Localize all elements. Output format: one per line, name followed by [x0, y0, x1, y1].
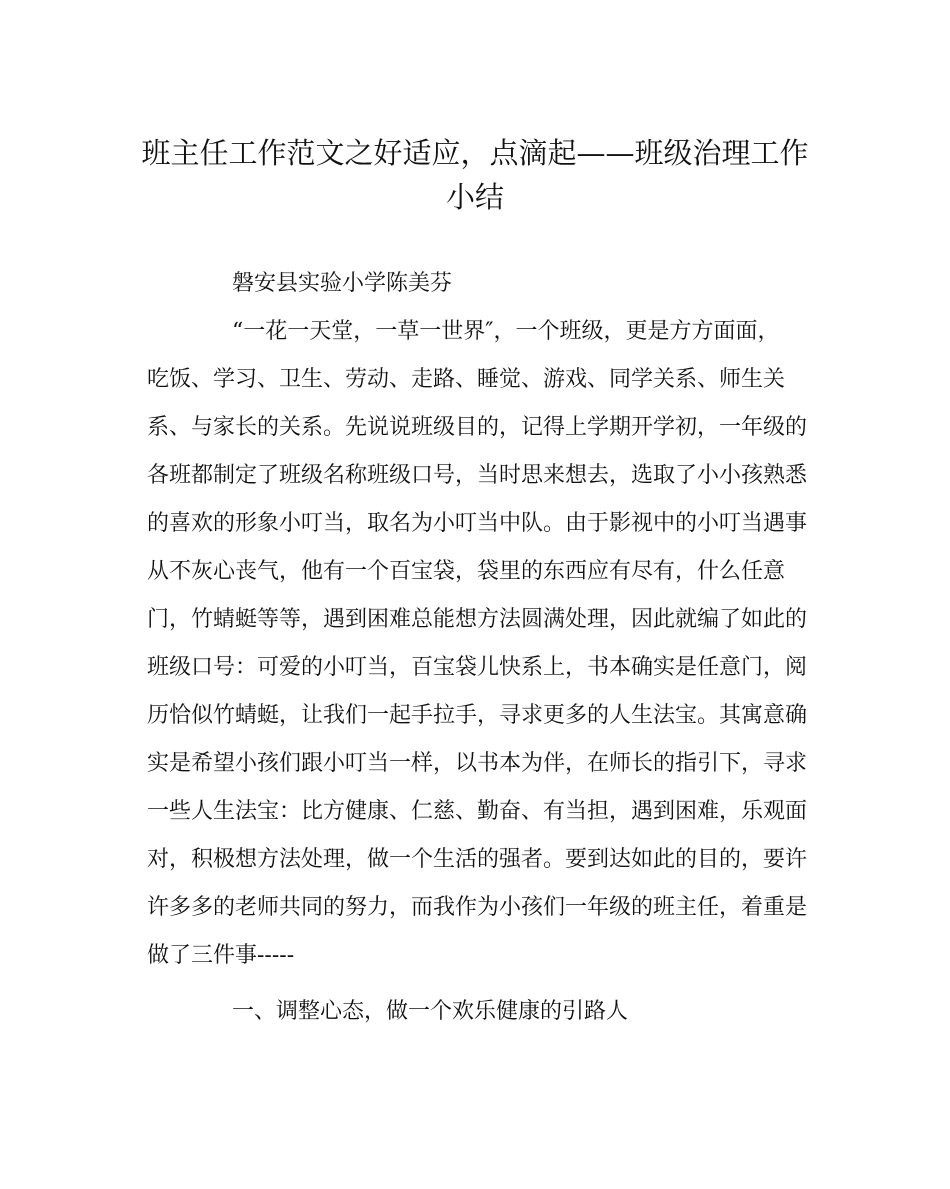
- body-line: 一些人生法宝：比方健康、仁慈、勤奋、有当担，遇到困难，乐观面: [147, 799, 808, 824]
- body-line: 做了三件事-----: [147, 943, 295, 968]
- body-line: 历恰似竹蜻蜓，让我们一起手拉手，寻求更多的人生法宝。其寓意确: [147, 703, 808, 728]
- body-line: 门，竹蜻蜓等等，遇到困难总能想方法圆满处理，因此就编了如此的: [147, 607, 808, 632]
- body-line: 吃饭、学习、卫生、劳动、走路、睡觉、游戏、同学关系、师生关: [147, 367, 786, 392]
- body-line: 班级口号：可爱的小叮当，百宝袋儿快系上，书本确实是任意门，阅: [147, 655, 808, 680]
- document-title-line-2: 小结: [445, 180, 504, 214]
- section-heading: 一、调整心态，做一个欢乐健康的引路人: [232, 999, 629, 1024]
- document-title-line-1: 班主任工作范文之好适应，点滴起——班级治理工作: [141, 136, 809, 170]
- body-line: “一花一天堂，一草一世界″，一个班级，更是方方面面，: [232, 319, 780, 344]
- author-line: 磐安县实验小学陈美芬: [232, 271, 453, 296]
- body-line: 系、与家长的关系。先说说班级目的，记得上学期开学初，一年级的: [147, 415, 808, 440]
- body-line: 从不灰心丧气，他有一个百宝袋，袋里的东西应有尽有，什么任意: [147, 559, 786, 584]
- body-line: 实是希望小孩们跟小叮当一样，以书本为伴，在师长的指引下，寻求: [147, 751, 808, 776]
- body-line: 各班都制定了班级名称班级口号，当时思来想去，选取了小小孩熟悉: [147, 463, 808, 488]
- body-line: 对，积极想方法处理，做一个生活的强者。要到达如此的目的，要许: [147, 847, 808, 872]
- body-line: 的喜欢的形象小叮当，取名为小叮当中队。由于影视中的小叮当遇事: [147, 511, 808, 536]
- body-line: 许多多的老师共同的努力，而我作为小孩们一年级的班主任，着重是: [147, 895, 808, 920]
